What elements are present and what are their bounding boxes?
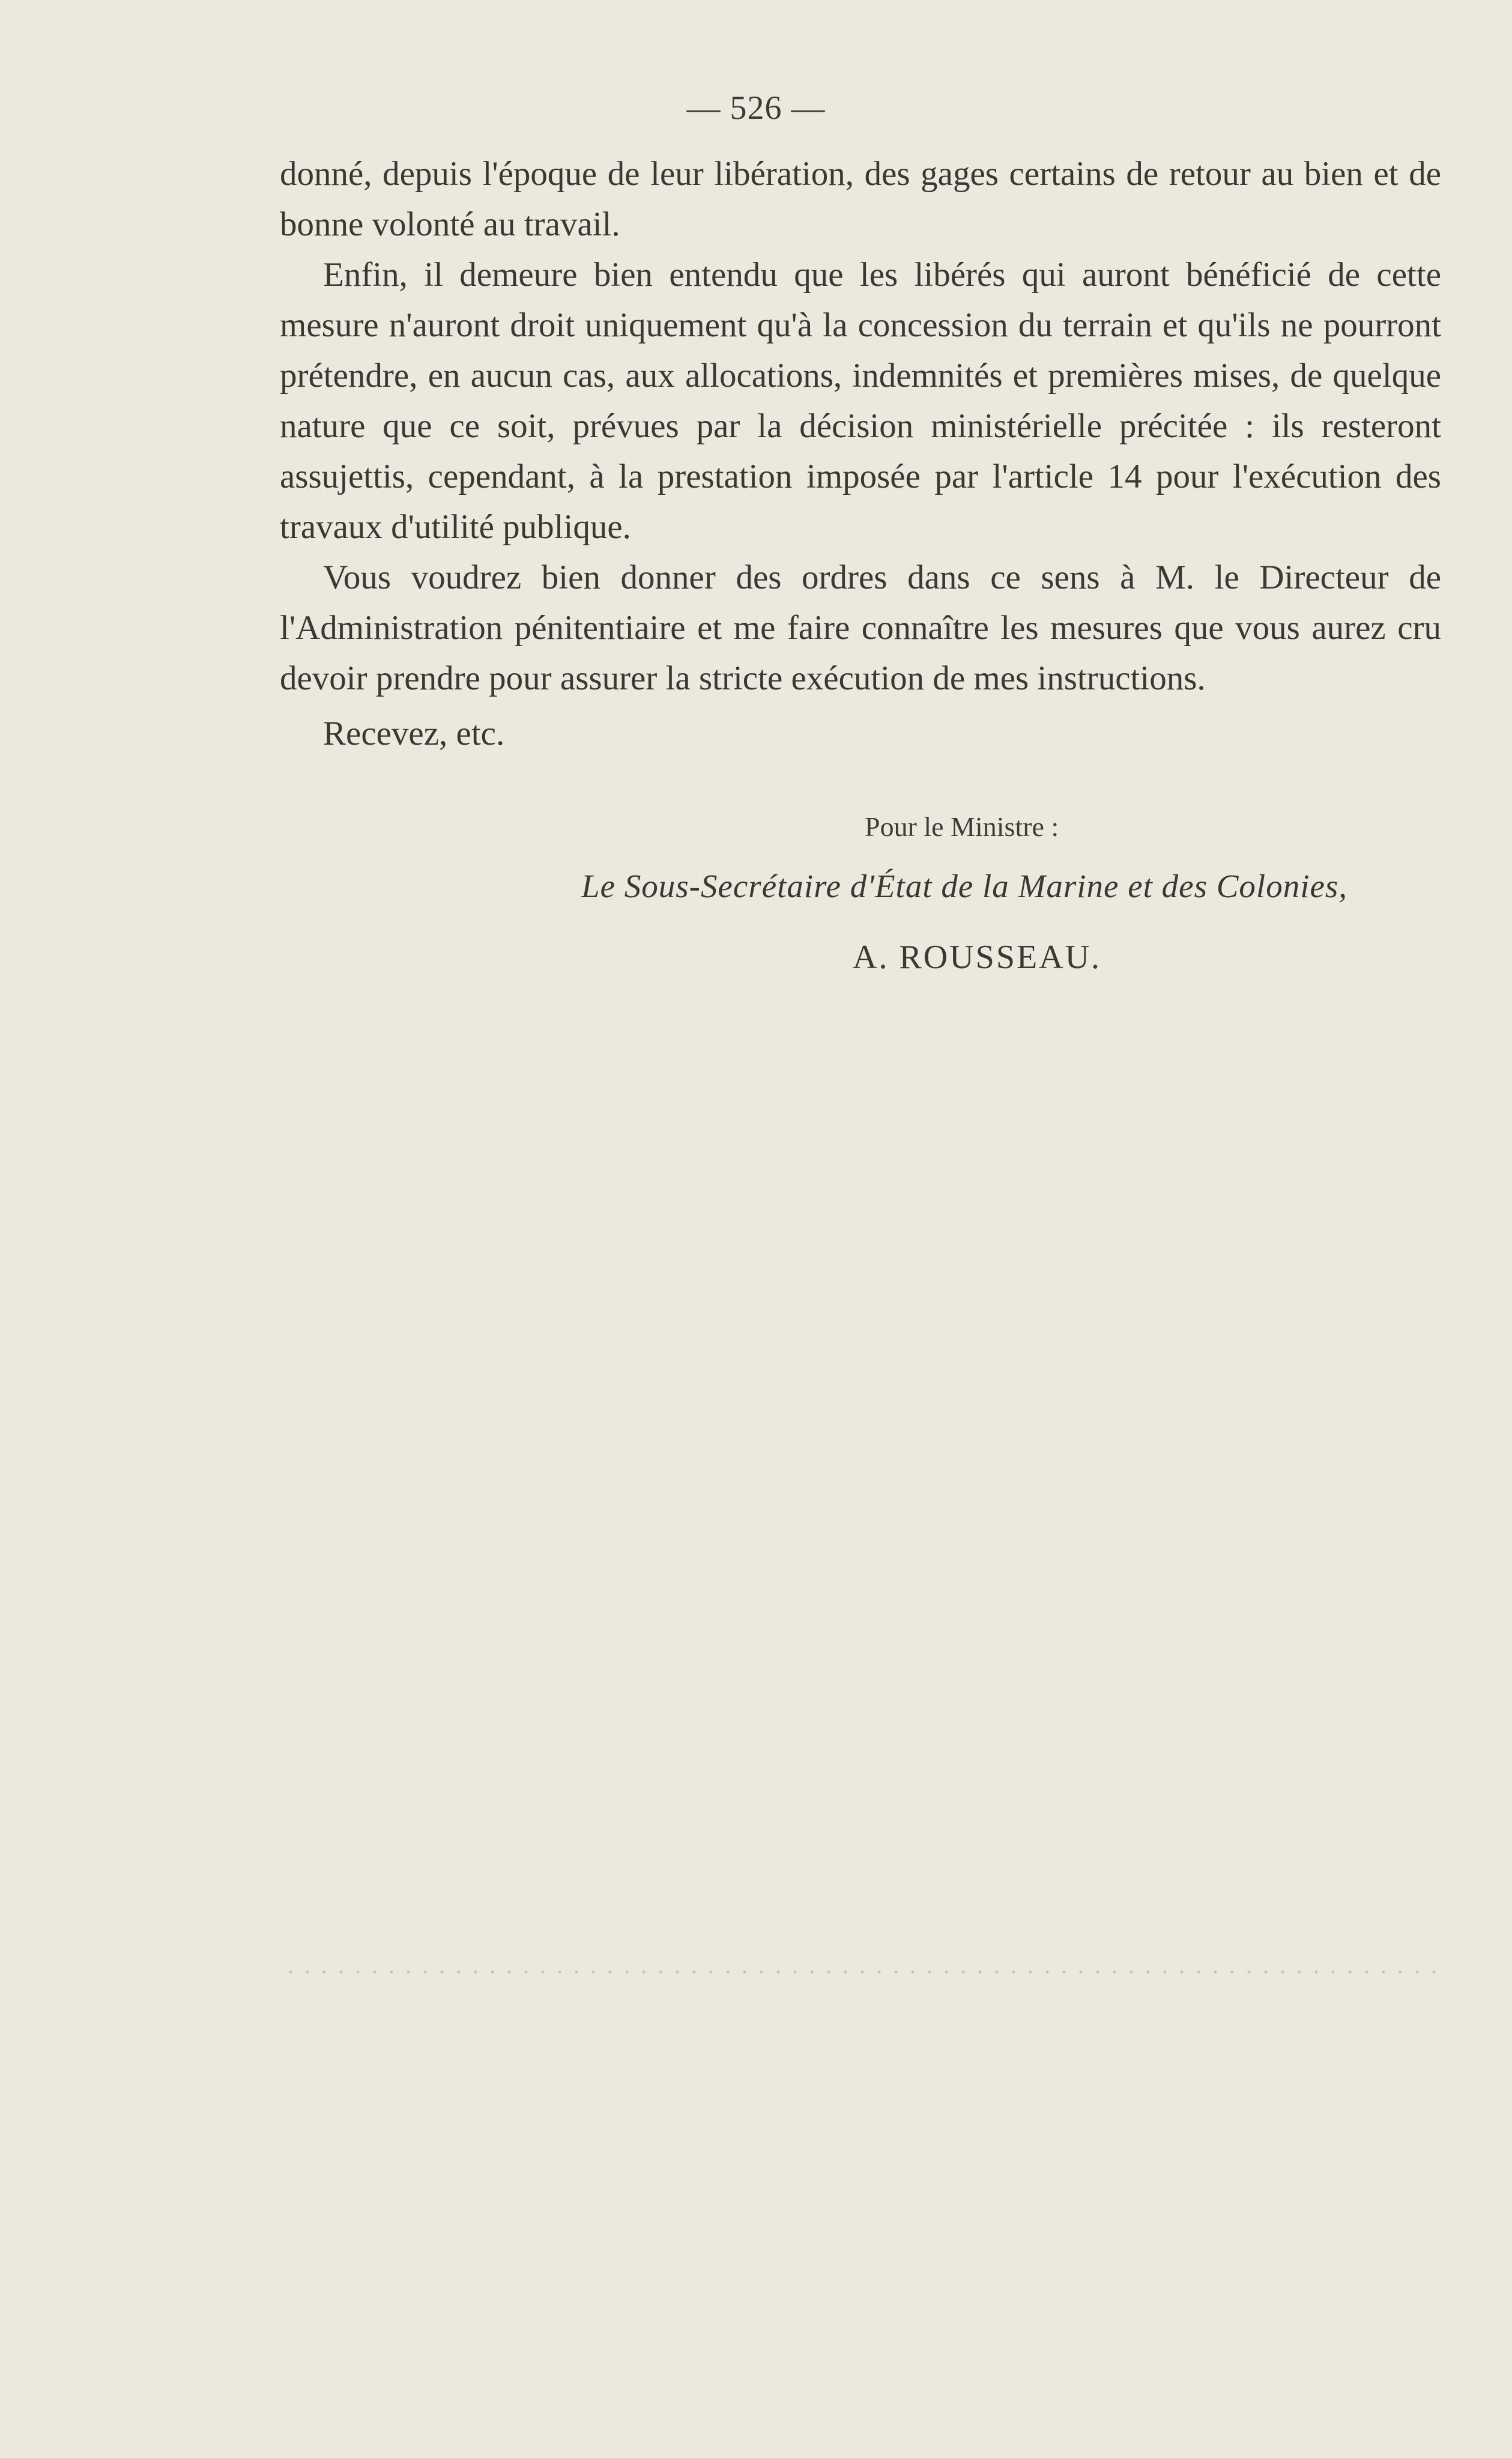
paragraph-vous-voudrez: Vous voudrez bien donner des ordres dans ce sens à M. le Directeur de l'Administration pénitentiaire et me faire connaître les mesures que vous aurez cru devoir prendre pour assurer la stricte exécution de mes instructions. [280, 558, 1441, 697]
bleed-through-line [282, 1970, 1441, 1975]
paragraph-enfin: Enfin, il demeure bien entendu que les libérés qui auront bénéficié de cette mesure n'auront droit uniquement qu'à la concession du terrain et qu'ils ne pourront prétendre, en aucun cas, aux allocations, indemnités et premières mises, de quelque nature que ce soit, prévues par la décision ministérielle précitée : ils resteront assujettis, cependant, à la prestation imposée par l'article 14 pour l'exécution des travaux d'utilité publique. [280, 256, 1441, 546]
body-text [280, 149, 1441, 759]
paragraph-continuation: donné, depuis l'époque de leur libération, des gages certains de retour au bien et de bonne volonté au travail. [280, 155, 1441, 243]
page-number: — 526 — [686, 89, 826, 127]
signature-pour-le-ministre: Pour le Ministre : [865, 811, 1059, 842]
signature-title: Le Sous-Secrétaire d'État de la Marine et des Colonies, [581, 868, 1348, 904]
paragraph-recevez: Recevez, etc. [323, 715, 505, 752]
signatory-name: A. ROUSSEAU. [853, 939, 1102, 976]
